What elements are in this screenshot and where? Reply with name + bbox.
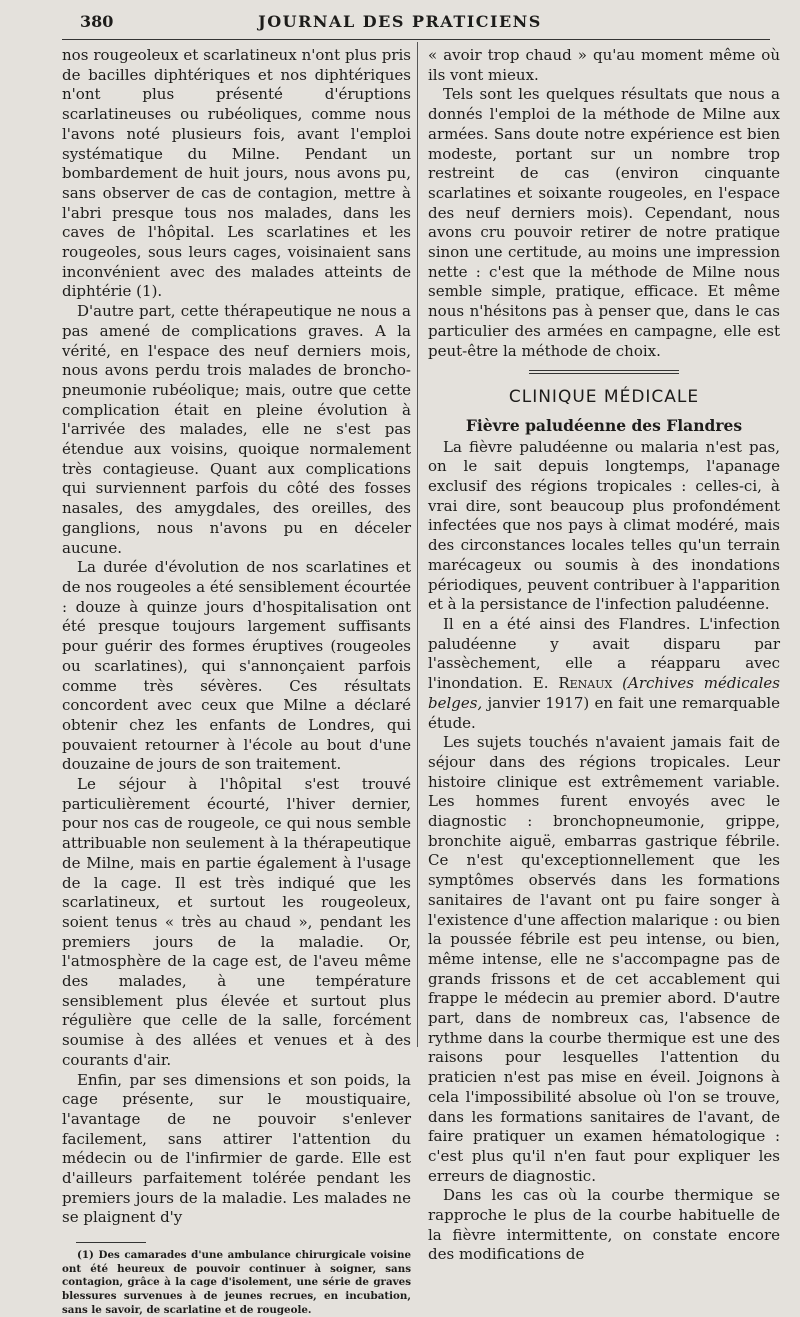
section-title: CLINIQUE MÉDICALE bbox=[508, 387, 700, 408]
paragraph: nos rougeoleux et scarlatineux n'ont plus pris de bacilles diphtériques et nos diphtériques n'ont plus présenté d'éruptions scarlatineuses ou rubéoliques, comme nous l'avons noté plusieurs fois, avant l'emploi systématique du Milne. Pendant un bombardement de huit jours, nous avons pu, sans observer de cas de contagion, mettre à l'abri presque tous nos malades, dans les caves de l'hôpital. Les scarlatines et les rougeoles, sous leurs cages, voisinaient sans inconvénient avec des malades atteints de diphtérie (1). bbox=[62, 46, 411, 301]
left-column bbox=[62, 46, 411, 1317]
paragraph: « avoir trop chaud » qu'au moment même où ils vont mieux. bbox=[428, 46, 780, 84]
paragraph-text: janvier 1917) en fait une remarquable étude. bbox=[428, 693, 780, 732]
page-header bbox=[0, 8, 800, 38]
paragraph: Tels sont les quelques résultats que nous a donnés l'emploi de la méthode de Milne aux armées. Sans doute notre expérience est bien modeste, portant sur un nombre trop restreint de cas (environ cinquante scarlatines et soixante rougeoles, en l'espace des neuf derniers mois). Cependant, nous avons cru pouvoir retirer de notre pratique sinon une certitude, au moins une impression nette : c'est que la méthode de Milne nous semble simple, pratique, efficace. Et même nous n'hésitons pas à penser que, dans le cas particulier des armées en campagne, elle est peut-être la méthode de choix. bbox=[428, 85, 780, 360]
footnote: (1) Des camarades d'une ambulance chirurgicale voisine ont été heureux de pouvoir continuer à soigner, sans contagion, grâce à la cage d'isolement, une série de graves blessures survenues à de jeunes recrues, en incubation, sans le savoir, de scarlatine et de rougeole. bbox=[62, 1249, 411, 1316]
article-title: Fièvre paludéenne des Flandres bbox=[465, 415, 743, 435]
right-column bbox=[428, 46, 780, 1265]
paragraph: La fièvre paludéenne ou malaria n'est pas, on le sait depuis longtemps, l'apanage exclusif des régions tropicales : celles-ci, à vrai dire, sont beaucoup plus profondément infectées que nos pays à climat modéré, mais des circonstances locales telles qu'un terrain marécageux ou soumis à des inondations périodiques, peuvent contribuer à l'apparition et à la persistance de l'infection paludéenne. bbox=[428, 437, 780, 614]
journal-title: JOURNAL DES PRATICIENS bbox=[258, 12, 542, 31]
paragraph bbox=[428, 615, 780, 733]
paragraph: La durée d'évolution de nos scarlatines et de nos rougeoles a été sensiblement écourtée : douze à quinze jours d'hospitalisation ont été presque toujours largement suffisants pour guérir des formes éruptives (rougeoles ou scarlatines), qui s'annonçaient parfois comme très sévères. Ces résultats concordent avec ceux que Milne a déclaré obtenir chez les enfants de Londres, qui pouvaient retourner à l'école au bout d'une douzaine de jours de son traitement. bbox=[62, 558, 411, 774]
paragraph: Dans les cas où la courbe thermique se rapproche le plus de la courbe habituelle de la fièvre intermittente, on constate encore des modifications de bbox=[428, 1186, 780, 1264]
author-name: Renaux bbox=[558, 674, 613, 693]
footnote-rule bbox=[76, 1242, 146, 1243]
paragraph: D'autre part, cette thérapeutique ne nous a pas amené de complications graves. A la vérité, en l'espace des neuf derniers mois, nous avons perdu trois malades de broncho-pneumonie rubéolique; mais, outre que cette complication était en pleine évolution à l'arrivée des malades, elle ne s'est pas étendue aux voisins, quoique normalement très contagieuse. Quant aux complications qui surviennent parfois du côté des fosses nasales, des amygdales, des oreilles, des ganglions, nous n'avons pu en déceler aucune. bbox=[62, 302, 411, 557]
page-number: 380 bbox=[80, 12, 114, 31]
source-citation: (Archives médicales belges, bbox=[428, 674, 780, 712]
column-divider bbox=[417, 42, 418, 1047]
paragraph-text: Il en a été ainsi des Flandres. L'infection paludéenne y avait disparu par l'assèchement, elle a réapparu avec l'inondation. E. bbox=[428, 614, 780, 693]
paragraph: Le séjour à l'hôpital s'est trouvé particulièrement écourté, l'hiver dernier, pour nos cas de rougeole, ce qui nous semble attribuable non seulement à la thérapeutique de Milne, mais en partie également à l'usage de la cage. Il est très indiqué que les scarlatineux, et surtout les rougeoleux, soient tenus « très au chaud », pendant les premiers jours de la maladie. Or, l'atmosphère de la cage est, de l'aveu même des malades, à une température sensiblement plus élevée et surtout plus régulière que celle de la salle, forcément soumise à des allées et venues et à des courants d'air. bbox=[62, 775, 411, 1069]
paragraph: Enfin, par ses dimensions et son poids, la cage présente, sur le moustiquaire, l'avantage de ne pouvoir s'enlever facilement, sans attirer l'attention du médecin ou de l'infirmier de garde. Elle est d'ailleurs parfaitement tolérée pendant les premiers jours de la maladie. Les malades ne se plaignent d'y bbox=[62, 1070, 411, 1227]
section-rule bbox=[529, 370, 679, 374]
header-rule bbox=[62, 39, 770, 40]
paragraph: Les sujets touchés n'avaient jamais fait de séjour dans des régions tropicales. Leur histoire clinique est extrêmement variable. Les hommes furent envoyés avec le diagnostic : bronchopneumonie, grippe, bronchite aiguë, embarras gastrique fébrile. Ce n'est qu'exceptionnellement que les symptômes observés dans les formations sanitaires de l'avant ont pu faire songer à l'existence d'une affection malarique : ou bien la poussée fébrile est peu intense, ou bien, même intense, elle ne s'accompagne pas de grands frissons et de cet accablement qui frappe le médecin au premier abord. D'autre part, dans de nombreux cas, l'absence de rythme dans la courbe thermique est une des raisons pour lesquelles l'attention du praticien n'est pas mise en éveil. Joignons à cela l'impossibilité absolue où l'on se trouve, dans les formations sanitaires de l'avant, de faire pratiquer un examen hématologique : c'est plus qu'il n'en faut pour expliquer les erreurs de diagnostic. bbox=[428, 733, 780, 1185]
